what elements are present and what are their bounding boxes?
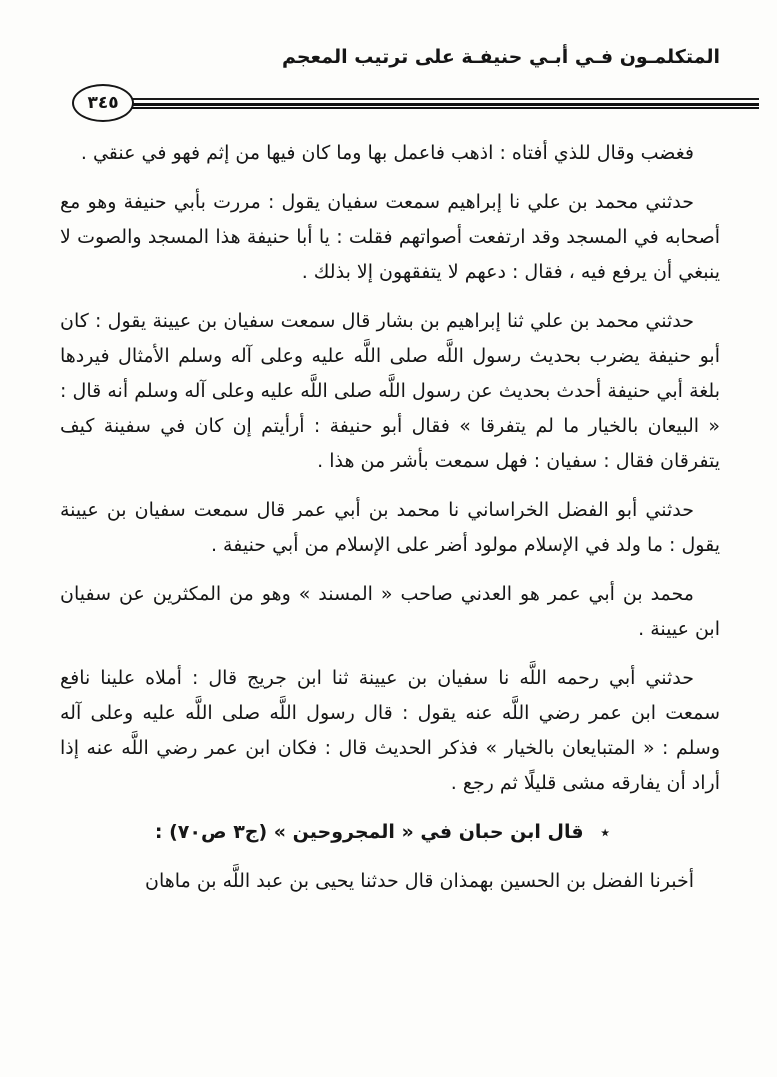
header-rule <box>72 84 759 122</box>
decorative-rule <box>130 98 759 109</box>
citation-heading <box>60 815 720 850</box>
page-body <box>60 136 720 913</box>
page-number: ٣٤٥ <box>87 93 119 113</box>
body-paragraph: حدثني محمد بن علي نا إبراهيم سمعت سفيان يقول : مررت بأبي حنيفة وهو مع أصحابه في المسجد وقد ارتفعت أصواتهم فقلت : يا أبا حنيفة هذا المسجد والصوت لا ينبغي أن يرفع فيه ، فقال : دعهم لا يتفقهون إلا بذلك . <box>60 191 720 283</box>
citation-heading-text: قال ابن حبان في « المجروحين » (ج٣ ص٧٠) : <box>154 821 584 843</box>
body-paragraph: أخبرنا الفضل بن الحسين بهمذان قال حدثنا يحيى بن عبد اللَّه بن ماهان <box>145 870 694 892</box>
page-number-badge <box>72 84 134 122</box>
body-paragraph: فغضب وقال للذي أفتاه : اذهب فاعمل بها وما كان فيها من إثم فهو في عنقي . <box>80 142 694 164</box>
body-paragraph: حدثني محمد بن علي ثنا إبراهيم بن بشار قال سمعت سفيان بن عيينة يقول : كان أبو حنيفة يضرب بحديث رسول اللَّه صلى اللَّه عليه وعلى آله وسلم الأمثال فيردها بلغة أبي حنيفة أحدث بحديث عن رسول اللَّه صلى اللَّه عليه وعلى آله وسلم أنه قال : « البيعان بالخيار ما لم يتفرقا » فقال أبو حنيفة : أرأيتم إن كان في سفينة كيف يتفرقان فقال : سفيان : فهل سمعت بأشر من هذا . <box>60 310 720 472</box>
body-paragraph: حدثني أبو الفضل الخراساني نا محمد بن أبي عمر قال سمعت سفيان بن عيينة يقول : ما ولد في الإسلام مولود أضر على الإسلام من أبي حنيفة . <box>60 499 720 556</box>
body-paragraph: حدثني أبي رحمه اللَّه نا سفيان بن عيينة ثنا ابن جريج قال : أملاه علينا نافع سمعت ابن عمر رضي اللَّه عنه يقول : قال رسول اللَّه صلى اللَّه عليه وعلى آله وسلم : « المتبايعان بالخيار » فذكر الحديث قال : فكان ابن عمر رضي اللَّه عنه إذا أراد أن يفارقه مشى قليلًا ثم رجع . <box>60 667 720 794</box>
body-paragraph: محمد بن أبي عمر هو العدني صاحب « المسند » وهو من المكثرين عن سفيان ابن عيينة . <box>60 583 720 640</box>
asterisk-icon: ٭ <box>600 822 610 843</box>
running-head-title: المتكلمـون فـي أبـي حنيفـة على ترتيب المعجم <box>281 46 720 68</box>
